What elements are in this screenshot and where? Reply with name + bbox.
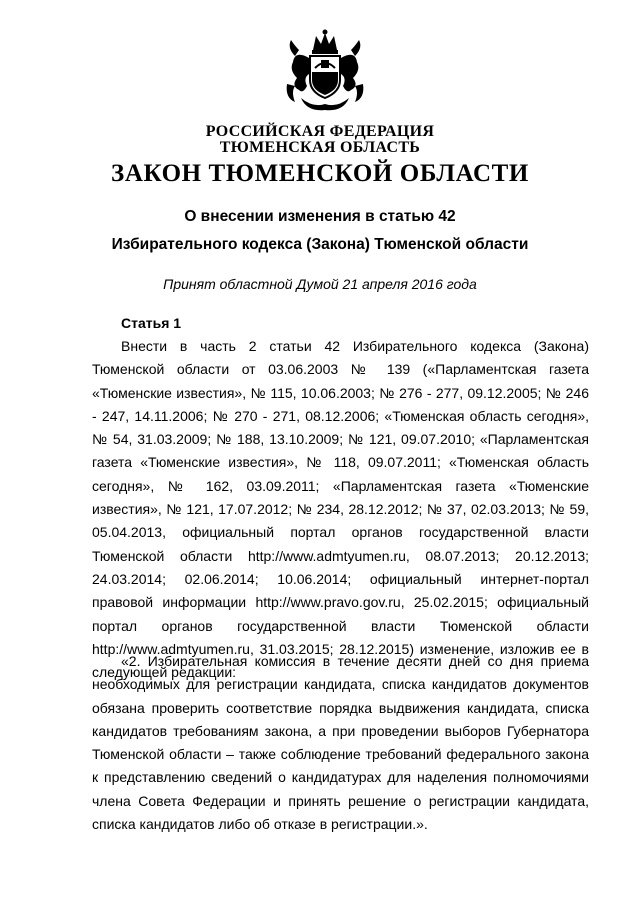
country-name: РОССИЙСКАЯ ФЕДЕРАЦИЯ (205, 123, 435, 140)
article-title: Статья 1 (121, 315, 182, 331)
law-subject-line-2: Избирательного кодекса (Закона) Тюменской области (111, 236, 529, 253)
article-paragraph-2: «2. Избирательная комиссия в течение десяти дней со дня приема необходимых для регистрации кандидата, списка кандидатов документов обязана проверить соответствие порядка выдвижения кандидата, списка кандидатов требованиям закона, а при проведении выборов Губернатора Тюменской области – также соблюдение требований федерального закона к представлению сведений о кандидатурах для наделения полномочиями члена Совета Федерации и принять решение о регистрации кандидата, списка кандидатов либо об отказе в регистрации.». (92, 653, 589, 833)
adoption-note: Принят областной Думой 21 апреля 2016 года (163, 276, 477, 292)
tyumen-region-coat-of-arms-icon (283, 28, 367, 114)
law-title: ЗАКОН ТЮМЕНСКОЙ ОБЛАСТИ (111, 160, 529, 187)
article-paragraph-1: Внести в часть 2 статьи 42 Избирательного кодекса (Закона) Тюменской области от 03.06.2003 № 139 («Парламентская газета «Тюменские известия», № 115, 10.06.2003; № 276 - 277, 09.12.2005; № 246 - 247, 14.11.2006; № 270 - 271, 08.12.2006; «Тюменская область сегодня», № 54, 31.03.2009; № 188, 13.10.2009; № 121, 09.07.2010; «Парламентская газета «Тюменские известия», № 118, 09.07.2011; «Тюменская область сегодня», № 162, 03.09.2011; «Парламентская газета «Тюменские известия», № 121, 17.07.2012; № 234, 28.12.2012; № 37, 02.03.2013; № 59, 05.04.2013, официальный портал органов государственной власти Тюменской области http://www.admtyumen.ru, 08.07.2013; 20.12.2013; 24.03.2014; 02.06.2014; 10.06.2014; официальный интернет-портал правовой информации http://www.pravo.gov.ru, 25.02.2015; официальный портал органов государственной власти Тюменской области http://www.admtyumen.ru, 31.03.2015; 28.12.2015) изменение, изложив ее в следующей редакции: (92, 338, 589, 681)
region-name: ТЮМЕНСКАЯ ОБЛАСТЬ (219, 139, 421, 156)
law-subject-line-1: О внесении изменения в статью 42 (184, 208, 456, 225)
